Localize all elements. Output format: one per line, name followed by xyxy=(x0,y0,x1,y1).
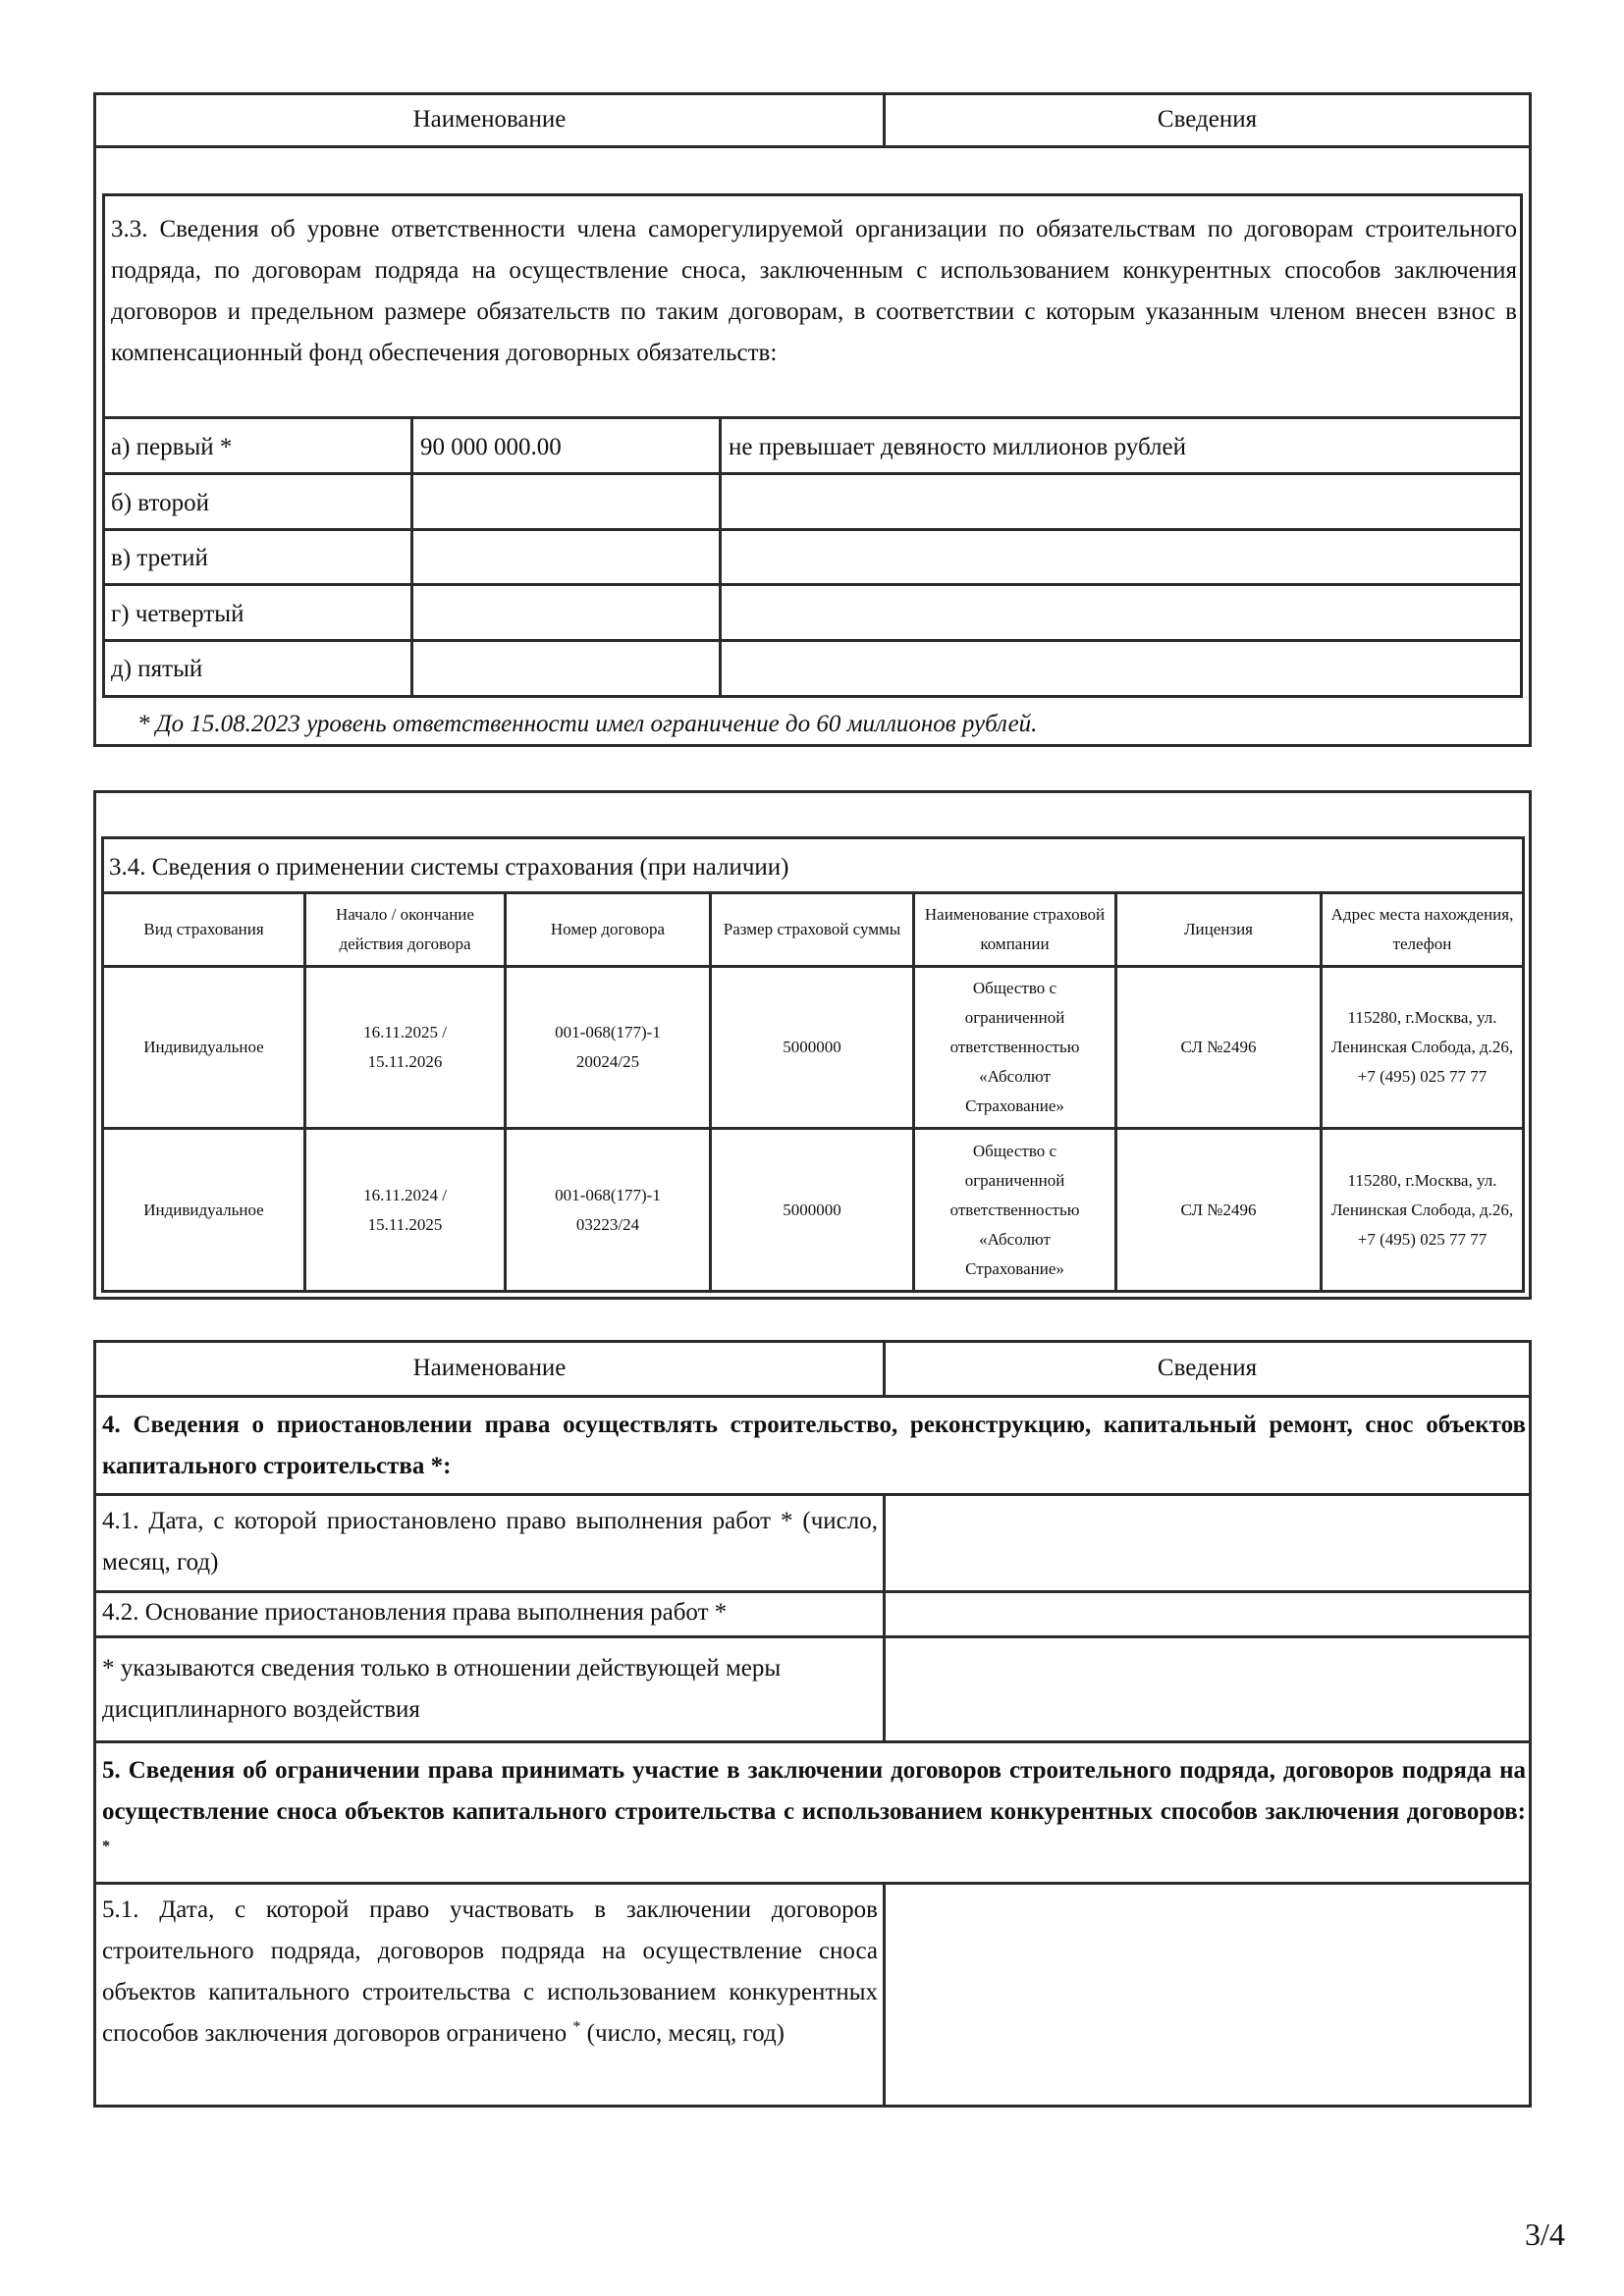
table-cell: 16.11.2024 / 15.11.2025 xyxy=(363,1185,447,1234)
table-cell: 001-068(177)-103223/24 xyxy=(555,1185,661,1234)
header-name: Наименование xyxy=(412,1355,567,1381)
table-cell: 115280, г.Москва, ул. Ленинская Слобода, д.26, +7 (495) 025 77 77 xyxy=(1330,1170,1514,1249)
asterisk-mark: * xyxy=(572,2018,581,2036)
divider xyxy=(410,416,413,698)
item-5-1-tail: (число, месяц, год) xyxy=(586,2020,785,2047)
column-header: Номер договора xyxy=(550,920,666,938)
level-label: г) четвертый xyxy=(111,601,244,627)
divider xyxy=(102,528,1523,531)
item-5-1-text: 5.1. Дата, с которой право участвовать в заключении договоров строительного подряда, договоров подряда на осуществление сноса объектов капитального строительства с использованием конкурентных способов заключения договоров ограничено xyxy=(102,1896,878,2047)
column-header: Размер страховой суммы xyxy=(723,920,901,938)
divider xyxy=(93,1493,1532,1496)
level-label: в) третий xyxy=(111,545,208,571)
level-label: б) второй xyxy=(111,490,209,516)
column-header: Наименование страховой компании xyxy=(924,905,1106,953)
section-3-3-text: 3.3. Сведения об уровне ответственности члена саморегулируемой организации по обязательствам по договорам строительного подряда, по договорам подряда на осуществление сноса, заключенным с использованием конкурентных способов заключения договоров и предельном размере обязательств по таким договорам, в соответствии с которым указанным членом внесен взнос в компенсационный фонд обеспечения договорных обязательств: xyxy=(111,216,1517,366)
item-5-1-label xyxy=(102,1890,878,2055)
table-cell: Общество с ограниченной ответственностью «Абсолют Страхование» xyxy=(949,1141,1080,1278)
divider xyxy=(102,416,1523,419)
level-label: д) пятый xyxy=(111,656,203,682)
header-info: Сведения xyxy=(1157,106,1258,133)
table-cell: 5000000 xyxy=(783,1200,841,1219)
table-cell: 5000000 xyxy=(783,1038,841,1056)
table-cell: Индивидуальное xyxy=(143,1200,264,1219)
header-name: Наименование xyxy=(412,106,567,133)
divider xyxy=(883,1882,886,2106)
section-3-4-title: 3.4. Сведения о применении системы страхования (при наличии) xyxy=(109,854,789,881)
level-label: а) первый * xyxy=(111,434,233,460)
section-4-title: 4. Сведения о приостановлении права осуществлять строительство, реконструкцию, капитальный ремонт, снос объектов капитального строительства *: xyxy=(102,1412,1526,1479)
divider xyxy=(719,416,722,698)
header-info: Сведения xyxy=(1157,1355,1258,1381)
divider xyxy=(93,1740,1532,1743)
section-5-title-text: 5. Сведения об ограничении права принимать участие в заключении договоров строительного подряда, договоров подряда на осуществление сноса объектов капитального строительства с использованием конкурентных способов заключения договоров: xyxy=(102,1757,1526,1825)
table-cell: Общество с ограниченной ответственностью «Абсолют Страхование» xyxy=(949,979,1080,1115)
level-amount: 90 000 000.00 xyxy=(420,434,562,460)
footnote-3-3: * До 15.08.2023 уровень ответственности имел ограничение до 60 миллионов рублей. xyxy=(137,711,1038,737)
table-cell: Индивидуальное xyxy=(143,1038,264,1056)
table-cell: СЛ №2496 xyxy=(1180,1200,1257,1219)
level-description: не превышает девяносто миллионов рублей xyxy=(729,434,1187,460)
item-4-1-label: 4.1. Дата, с которой приостановлено право выполнения работ * (число, месяц, год) xyxy=(102,1508,878,1575)
column-header: Адрес места нахождения, телефон xyxy=(1330,905,1514,953)
divider xyxy=(93,145,1532,148)
divider xyxy=(102,583,1523,586)
divider xyxy=(883,1493,886,1741)
section-4-note: * указываются сведения только в отношении действующей меры дисциплинарного воздействия xyxy=(102,1655,782,1723)
divider xyxy=(93,1635,1532,1638)
column-header: Вид страхования xyxy=(143,920,264,938)
divider xyxy=(93,1882,1532,1885)
column-header: Лицензия xyxy=(1183,920,1253,938)
item-4-2-label: 4.2. Основание приостановления права выполнения работ * xyxy=(102,1599,728,1626)
column-header: Начало / окончание действия договора xyxy=(336,905,474,953)
divider xyxy=(102,472,1523,475)
table-cell: 16.11.2025 / 15.11.2026 xyxy=(363,1023,447,1071)
table-cell: СЛ №2496 xyxy=(1180,1038,1257,1056)
table-cell: 001-068(177)-120024/25 xyxy=(555,1023,661,1071)
divider xyxy=(102,639,1523,642)
page-number: 3/4 xyxy=(1525,2216,1565,2252)
section-5-title xyxy=(102,1750,1526,1874)
divider xyxy=(93,1395,1532,1398)
table-cell: 115280, г.Москва, ул. Ленинская Слобода, д.26, +7 (495) 025 77 77 xyxy=(1330,1008,1514,1086)
asterisk-mark: * xyxy=(102,1838,110,1855)
